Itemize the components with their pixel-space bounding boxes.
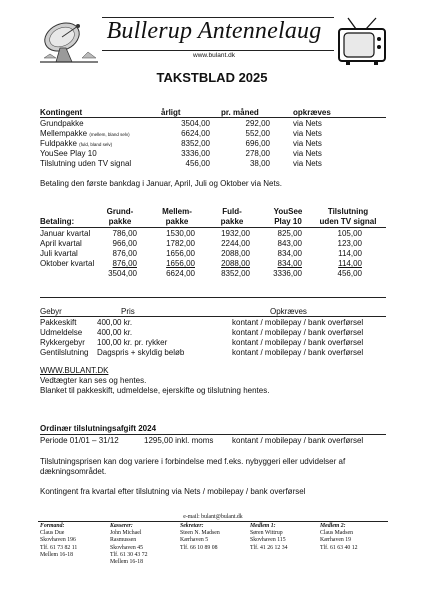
- quarter-value: 1530,00: [166, 229, 195, 238]
- fee-price: Dagspris + skyldig beløb: [97, 348, 185, 357]
- package-note: (fuld, bland selv): [79, 142, 113, 147]
- col-header: Tilslutning: [327, 207, 369, 216]
- col-header: pakke: [220, 217, 244, 226]
- board-role: Sekretær:: [180, 523, 204, 529]
- price-table-rule: [40, 117, 386, 118]
- quarter-label: Juli kvartal: [40, 249, 78, 258]
- yearly-price: 6624,00: [181, 129, 210, 138]
- quarter-value: 966,00: [112, 239, 137, 248]
- yearly-price: 456,00: [185, 159, 210, 168]
- billing-method: via Nets: [293, 129, 322, 138]
- quarter-value: 114,00: [338, 259, 362, 268]
- quarter-value: 114,00: [338, 249, 362, 258]
- quarter-value: 876,00: [112, 249, 137, 258]
- org-title: Bullerup Antennelaug: [106, 18, 322, 44]
- col-header: Fuld-: [222, 207, 242, 216]
- board-line: Tlf. 61 63 40 12: [320, 544, 358, 551]
- fee-name: Udmeldelse: [40, 328, 83, 337]
- monthly-price: 278,00: [245, 149, 270, 158]
- fee-price: 100,00 kr. pr. rykker: [97, 338, 168, 347]
- quarter-total: 6624,00: [166, 269, 195, 278]
- board-line: Kærhaven 5: [180, 537, 209, 544]
- connection-method: kontant / mobilepay / bank overførsel: [232, 436, 364, 445]
- package-name: Fuldpakke: [40, 139, 77, 148]
- quarter-value: 2088,00: [221, 249, 250, 258]
- board-line: Kærhaven 19: [320, 537, 352, 544]
- package-name: YouSee Play 10: [40, 149, 97, 158]
- billing-method: via Nets: [293, 139, 322, 148]
- quarter-value: 843,00: [277, 239, 302, 248]
- document-title: TAKSTBLAD 2025: [156, 70, 268, 85]
- betaling-label: Betaling:: [40, 217, 75, 226]
- col-header: Mellem-: [162, 207, 192, 216]
- quarter-total: 3336,00: [273, 269, 302, 278]
- fee-method: kontant / mobilepay / bank overførsel: [232, 348, 364, 357]
- billing-method: via Nets: [293, 149, 322, 158]
- board-member-1: [250, 523, 288, 552]
- board-line: Rasmussen: [110, 537, 137, 544]
- connection-rule: [40, 434, 386, 435]
- satellite-dish-icon: [38, 18, 100, 64]
- tv-icon: [336, 17, 388, 67]
- col-header: Play 10: [274, 217, 302, 226]
- quarter-value: 105,00: [337, 229, 362, 238]
- quarter-value: 825,00: [277, 229, 302, 238]
- billing-method: via Nets: [293, 119, 322, 128]
- connection-note-line-2: dækningsområdet.: [40, 467, 107, 476]
- quarter-total: 456,00: [337, 269, 362, 278]
- col-header-kontingent: Kontingent: [40, 108, 83, 117]
- quarter-value: 123,00: [337, 239, 362, 248]
- quarter-value: 876,00: [112, 259, 137, 268]
- connection-amount: 1295,00 inkl. moms: [144, 436, 214, 445]
- monthly-price: 552,00: [245, 129, 270, 138]
- col-header: pakke: [165, 217, 189, 226]
- fees-header-rule: [40, 316, 386, 317]
- fees-header-price: Pris: [121, 307, 135, 316]
- board-member-chairman: [40, 523, 77, 559]
- col-header-monthly: pr. måned: [221, 108, 259, 117]
- fee-name: Pakkeskift: [40, 318, 77, 327]
- board-line: Mellem 16-18: [40, 551, 74, 558]
- fee-method: kontant / mobilepay / bank overførsel: [232, 328, 364, 337]
- fee-name: Rykkergebyr: [40, 338, 85, 347]
- col-header: YouSee: [273, 207, 303, 216]
- col-header-yearly: årligt: [161, 108, 181, 117]
- connection-note-line-1: Tilslutningsprisen kan dog variere i forbindelse med f.eks. nybyggeri eller udvidelser af: [40, 457, 346, 466]
- footer-rule: [38, 521, 388, 522]
- quarter-value: 1782,00: [166, 239, 195, 248]
- quarter-value: 2244,00: [221, 239, 250, 248]
- quarter-label: April kvartal: [40, 239, 82, 248]
- board-line: Tlf. 61 30 43 72: [110, 551, 148, 558]
- monthly-price: 292,00: [245, 119, 270, 128]
- board-member-treasurer: [110, 523, 148, 566]
- header-website: www.bulant.dk: [193, 52, 235, 59]
- quarter-value: 834,00: [277, 249, 302, 258]
- quarter-value: 1932,00: [221, 229, 250, 238]
- board-member-2: [320, 523, 358, 552]
- package-note: (mellem, bland selv): [89, 132, 130, 137]
- fee-method: kontant / mobilepay / bank overførsel: [232, 338, 364, 347]
- quarter-label: Oktober kvartal: [40, 259, 95, 268]
- yearly-price: 3504,00: [181, 119, 210, 128]
- board-line: John Michael: [110, 530, 142, 537]
- board-line: Mellem 16-18: [110, 559, 144, 566]
- yearly-price: 8352,00: [181, 139, 210, 148]
- yearly-price: 3336,00: [181, 149, 210, 158]
- board-role: Medlem 2:: [320, 523, 346, 529]
- letterhead: [0, 16, 424, 70]
- footer-email: e-mail: bulant@bulant.dk: [183, 514, 243, 520]
- board-line: Steen N. Madsen: [180, 530, 220, 537]
- info-line-1: Vedtægter kan ses og hentes.: [40, 376, 147, 385]
- col-header: uden TV signal: [319, 217, 377, 226]
- fees-header-gebyr: Gebyr: [40, 307, 62, 316]
- quarter-value: 1656,00: [166, 259, 195, 268]
- fee-method: kontant / mobilepay / bank overførsel: [232, 318, 364, 327]
- board-role: Kasserer:: [110, 523, 133, 529]
- quarter-total: 8352,00: [221, 269, 250, 278]
- board-member-secretary: [180, 523, 220, 552]
- package-name: Tilslutning uden TV signal: [40, 159, 132, 168]
- board-line: Skovhaven 115: [250, 537, 286, 544]
- col-header: Grund-: [106, 207, 134, 216]
- connection-heading: Ordinær tilslutningsafgift 2024: [40, 424, 157, 433]
- board-role: Formand:: [40, 523, 65, 529]
- quarterly-rule: [40, 227, 386, 228]
- quarter-value: 1656,00: [166, 249, 195, 258]
- board-line: Claus Due: [40, 530, 65, 537]
- monthly-price: 696,00: [245, 139, 270, 148]
- info-line-2: Blanket til pakkeskift, udmeldelse, ejerskifte og tilslutning hentes.: [40, 386, 270, 395]
- board-line: Skovhaven 45: [110, 544, 144, 551]
- billing-method: via Nets: [293, 159, 322, 168]
- col-header: pakke: [108, 217, 132, 226]
- package-name: Mellempakke: [40, 129, 88, 138]
- board-line: Tlf. 41 26 12 34: [250, 544, 288, 551]
- fees-header-billing: Opkræves: [270, 307, 307, 316]
- board-role: Medlem 1:: [250, 523, 276, 529]
- board-line: Søren Wittrup: [250, 530, 283, 537]
- quarter-value: 834,00: [277, 259, 302, 268]
- col-header-billing: opkræves: [293, 108, 331, 117]
- fee-name: Gentilslutning: [40, 348, 89, 357]
- fees-top-rule: [40, 297, 386, 298]
- board-line: Tlf. 61 73 82 11: [40, 544, 78, 551]
- board-line: Claus Madsen: [320, 530, 354, 537]
- header-mid-rule: [102, 50, 334, 51]
- connection-period: Periode 01/01 – 31/12: [40, 436, 119, 445]
- quarter-value: 2088,00: [221, 259, 250, 268]
- board-line: Tlf. 66 10 89 08: [180, 544, 218, 551]
- website-link[interactable]: WWW.BULANT.DK: [40, 366, 109, 375]
- monthly-price: 38,00: [249, 159, 270, 168]
- connection-note-para-2: Kontingent fra kvartal efter tilslutning via Nets / mobilepay / bank overførsel: [40, 487, 306, 496]
- board-line: Skovhaven 196: [40, 537, 76, 544]
- quarter-total: 3504,00: [108, 269, 137, 278]
- payment-note: Betaling den første bankdag i Januar, April, Juli og Oktober via Nets.: [40, 179, 282, 188]
- fee-price: 400,00 kr.: [97, 328, 133, 337]
- fee-price: 400,00 kr.: [97, 318, 133, 327]
- package-name: Grundpakke: [40, 119, 84, 128]
- quarter-label: Januar kvartal: [40, 229, 91, 238]
- quarter-value: 786,00: [112, 229, 137, 238]
